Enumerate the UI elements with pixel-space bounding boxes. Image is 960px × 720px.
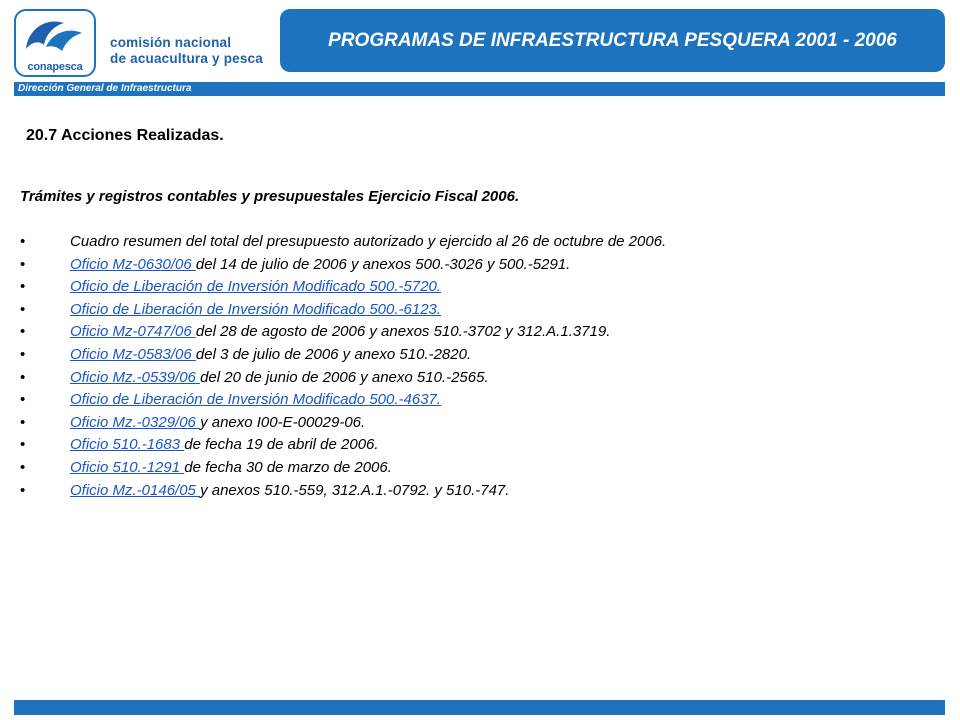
document-link[interactable]: Oficio Mz-0747/06 [70,323,196,341]
org-name-line1: comisión nacional [110,35,232,50]
logo-wordmark: conapesca [27,61,83,73]
bullet-icon: • [20,233,26,250]
list-item [20,345,666,368]
list-item [20,277,666,300]
list-item [20,368,666,391]
list-item [20,255,666,278]
section-heading: 20.7 Acciones Realizadas. [26,127,224,144]
list-item [20,322,666,345]
bullet-icon: • [20,300,26,318]
document-link[interactable]: Oficio Mz.-0329/06 [70,413,201,431]
list-item [20,300,666,323]
item-text: del 3 de julio de 2006 y anexo 510.-2820. [195,345,472,363]
list-item [20,232,666,255]
title-banner [280,9,945,72]
document-link[interactable]: Oficio Mz-0630/06 [70,255,196,273]
org-name-line2: de acuacultura y pesca [110,51,263,66]
document-link[interactable]: Oficio 510.-1291 [70,458,185,476]
bullet-icon: • [20,255,26,273]
bullet-icon: • [20,278,26,296]
list-item [20,458,666,481]
subtitle-text: Dirección General de Infraestructura [18,83,192,94]
subheading: Trámites y registros contables y presupuestales Ejercicio Fiscal 2006. [20,188,520,205]
bullet-icon: • [20,323,26,341]
footer-bar [14,700,945,715]
page-title: PROGRAMAS DE INFRAESTRUCTURA PESQUERA 2001 - 2006 [328,30,897,51]
item-text: del 28 de agosto de 2006 y anexos 510.-3702 y 312.A.1.3719. [195,323,611,341]
document-link[interactable]: Oficio Mz.-0539/06 [70,368,201,386]
item-text: del 14 de julio de 2006 y anexos 500.-3026 y 500.-5291. [195,255,571,273]
item-text: Cuadro resumen del total del presupuesto autorizado y ejercido al 26 de octubre de 2006. [70,233,667,250]
bullet-icon: • [20,481,26,499]
conapesca-logo [14,9,96,77]
item-text: de fecha 30 de marzo de 2006. [184,458,392,476]
item-text: y anexo I00-E-00029-06. [200,413,366,431]
list-item [20,390,666,413]
bullet-icon: • [20,413,26,431]
list-item [20,435,666,458]
list-item [20,413,666,436]
document-list [20,232,666,503]
bullet-icon: • [20,345,26,363]
document-link[interactable]: Oficio 510.-1683 [70,436,185,454]
document-link[interactable]: Oficio de Liberación de Inversión Modificado 500.-4637. [70,391,442,409]
item-text: del 20 de junio de 2006 y anexo 510.-2565. [200,368,489,386]
document-link[interactable]: Oficio de Liberación de Inversión Modificado 500.-6123. [70,300,442,318]
document-link[interactable]: Oficio Mz.-0146/05 [70,481,201,499]
item-text: y anexos 510.-559, 312.A.1.-0792. y 510.-747. [200,481,510,499]
bullet-icon: • [20,436,26,454]
bullet-icon: • [20,391,26,409]
bullet-icon: • [20,368,26,386]
document-link[interactable]: Oficio de Liberación de Inversión Modificado 500.-5720. [70,278,442,296]
item-text: de fecha 19 de abril de 2006. [184,436,379,454]
subtitle-bar [14,82,945,96]
list-item [20,481,666,504]
bullet-icon: • [20,458,26,476]
document-link[interactable]: Oficio Mz-0583/06 [70,345,196,363]
